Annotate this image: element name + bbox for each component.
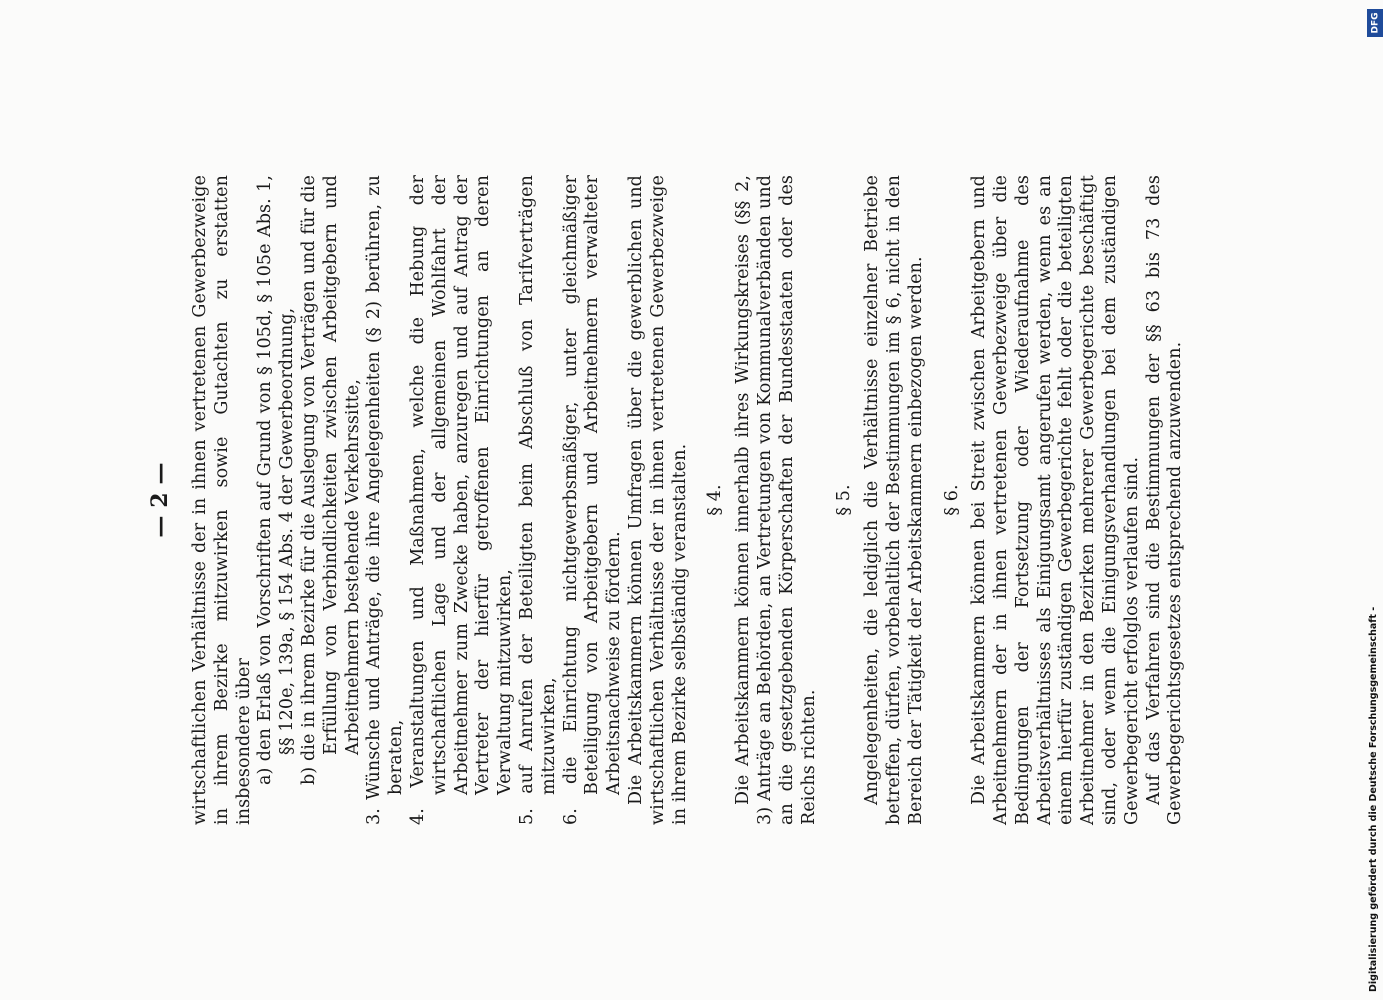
section-6-heading: § 6. <box>941 484 962 516</box>
section-6-text-2: Auf das Verfahren sind die Bestimmungen der §§ 63 bis 73 des Gewerbegerichtsgesetzes entsprechend anzuwenden. <box>1143 175 1186 825</box>
section-4-text: Die Arbeitskammern können innerhalb ihres Wirkungskreises (§§ 2, 3) Anträge an Behörden, an Vertretungen von Kommunalverbänden und an die gesetzgebenden Körperschaften der Bundesstaaten oder des Reichs richten. <box>733 175 819 825</box>
section-5-text: Angelegenheiten, die lediglich die Verhältnisse einzelner Betriebe betreffen, dürfen, vorbehaltlich der Bestimmungen im § 6, nicht in den Bereich der Tätigkeit der Arbeitskammern einbezogen werden. <box>862 175 926 825</box>
section-4-heading: § 4. <box>705 484 726 516</box>
dfg-logo <box>1367 9 1383 37</box>
list-item-6: 6. die Einrichtung nichtgewerbsmäßiger, unter gleichmäßiger Beteiligung von Arbeitgebern und Arbeitnehmern verwalteter Arbeitsnachweise zu fördern. <box>560 175 625 825</box>
rotated-page-content <box>147 175 1240 825</box>
section-5-heading: § 5. <box>834 484 855 516</box>
attribution-text: Digitalisierung gefördert durch die Deutsche Forschungsgemeinschaft - <box>1368 606 1379 992</box>
list-item-a: a) den Erlaß von Vorschriften auf Grund von § 105d, § 105e Abs. 1, §§ 120e, 139a, § 154 Abs. 4 der Gewerbeordnung, <box>255 175 298 785</box>
list-item-4: 4. Veranstaltungen und Maßnahmen, welche die Hebung der wirtschaftlichen Lage und der allgemeinen Wohlfahrt der Arbeitnehmer zum Zwecke haben, anzuregen und auf Antrag der Vertreter der hierfür getroffenen Einrichtungen an deren Verwaltung mitzuwirken, <box>407 175 516 825</box>
list-item-5: 5. auf Anrufen der Beteiligten beim Abschluß von Tarifverträgen mitzuwirken, <box>516 175 559 825</box>
list-item-b: b) die in ihrem Bezirke für die Auslegung von Verträgen und für die Erfüllung von Verbindlichkeiten zwischen Arbeitgebern und Arbeitnehmern bestehende Verkehrssitte, <box>298 175 363 785</box>
section-6-text: Die Arbeitskammern können bei Streit zwischen Arbeitgebern und Arbeitnehmern der in ihnen vertretenen Gewerbezweige über die Bedingungen der Fortsetzung oder Wiederaufnahme des Arbeitsverhältnisses als Einigungsamt angerufen werden, wenn es an einem hierfür zuständigen Gewerbegerichte fehlt oder die beteiligten Arbeitnehmer in den Bezirken mehrerer Gewerbegerichte beschäftigt sind, oder wenn die Einigungsverhandlungen bei dem zuständigen Gewerbegericht erfolglos verlaufen sind. <box>969 175 1142 825</box>
intro-paragraph: wirtschaftlichen Verhältnisse der in ihnen vertretenen Gewerbezweige in ihrem Bezirke mitzuwirken sowie Gutachten zu erstatten insbesondere über <box>190 175 254 825</box>
list-item-3: 3. Wünsche und Anträge, die ihre Angelegenheiten (§ 2) berühren, zu beraten, <box>364 175 407 825</box>
paragraph-umfragen: Die Arbeitskammern können Umfragen über die gewerblichen und wirtschaftlichen Verhältnisse der in ihnen vertretenen Gewerbezweige in ihrem Bezirke selbständig veranstalten. <box>625 175 690 825</box>
page-number: — 2 — <box>147 462 173 538</box>
dfg-logo-text: DFG <box>1370 12 1381 34</box>
